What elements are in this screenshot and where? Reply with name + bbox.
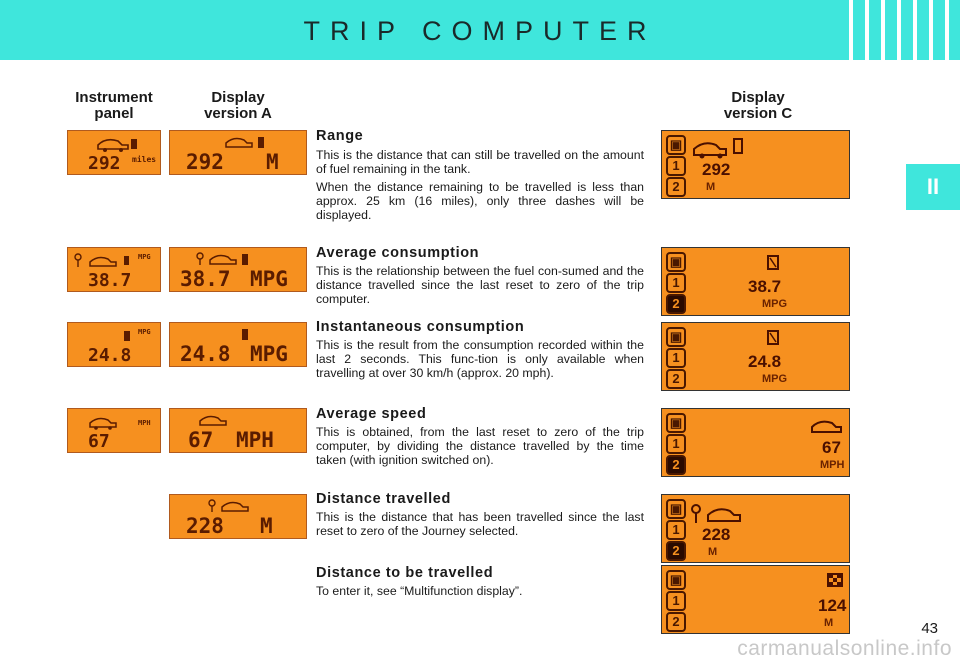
display-c-distance-to-be-travelled-value: 124: [818, 596, 847, 615]
display-c-lcd-average-consumption: [661, 247, 850, 316]
car-gear-icon: ▣: [666, 252, 686, 272]
display-c-distance-travelled-value: 228: [702, 525, 731, 544]
page-number: 43: [921, 620, 938, 637]
instrument-lcd-range: [67, 130, 161, 175]
section-body-range: [316, 148, 644, 226]
display-c-lcd-instantaneous-consumption: [661, 322, 850, 391]
display-c-lcd-average-speed: [661, 408, 850, 477]
instrument-average-speed-value: 67: [88, 431, 110, 452]
display-c-average-speed-value: 67: [822, 438, 841, 457]
display-c-average-consumption-unit: MPG: [762, 298, 788, 310]
display-c-instantaneous-consumption-value: 24.8: [748, 352, 782, 371]
instrument-average-consumption-value: 38.7: [88, 270, 132, 291]
gear-1-indicator: 1: [666, 273, 686, 293]
display-a-range-unit: M: [266, 150, 279, 174]
gear-2-indicator-active: 2: [666, 455, 686, 475]
column-heading-display-a: Display version A: [204, 89, 272, 122]
display-a-lcd-range: [169, 130, 307, 175]
car-gear-icon: ▣: [666, 570, 686, 590]
instrument-range-value: 292: [88, 153, 121, 174]
display-a-distance-travelled-value: 228: [186, 514, 224, 538]
display-a-range-value: 292: [186, 150, 224, 174]
gear-1-indicator: 1: [666, 591, 686, 611]
car-icon: [68, 409, 161, 453]
section-title-average-speed: Average speed: [316, 406, 427, 422]
section-body-distance-travelled: [316, 510, 644, 542]
key-car-icon: [662, 495, 850, 563]
display-a-average-speed-value: 67: [188, 428, 214, 452]
instrument-average-consumption-unit: MPG: [138, 253, 151, 261]
paragraph: This is the distance that can still be travelled on the amount of fuel remaining in the tank.: [316, 148, 644, 176]
chapter-tab: II: [906, 164, 960, 210]
display-a-lcd-distance-travelled: [169, 494, 307, 539]
paragraph: This is the result from the consumption recorded within the last 2 seconds. This func-tion is only available when travelling at over 30 km/h (approx. 20 mph).: [316, 338, 644, 380]
section-title-distance-travelled: Distance travelled: [316, 491, 451, 507]
paragraph: To enter it, see “Multifunction display”.: [316, 584, 523, 598]
car-gear-icon: ▣: [666, 499, 686, 519]
display-a-average-consumption-value: 38.7: [180, 267, 231, 291]
instrument-lcd-average-speed: [67, 408, 161, 453]
instrument-range-unit: miles: [132, 155, 157, 164]
display-c-lcd-distance-to-be-travelled: [661, 565, 850, 634]
display-c-lcd-range: [661, 130, 850, 199]
column-heading-display-c: Display version C: [723, 89, 793, 122]
paragraph: When the distance remaining to be travelled is less than approx. 25 km (16 miles), only three dashes will be displayed.: [316, 180, 644, 222]
instrument-instantaneous-consumption-unit: MPG: [138, 328, 151, 336]
gear-2-indicator: 2: [666, 369, 686, 389]
gear-1-indicator: 1: [666, 520, 686, 540]
gear-2-indicator-active: 2: [666, 541, 686, 561]
display-c-distance-to-be-travelled-unit: M: [824, 617, 834, 629]
header-bar: [0, 0, 960, 60]
section-body-distance-to-be-travelled: [316, 584, 644, 602]
column-heading-instrument-panel: Instrument panel: [75, 89, 153, 122]
display-c-average-consumption-value: 38.7: [748, 277, 782, 296]
gear-2-indicator-active: 2: [666, 294, 686, 314]
paragraph: This is obtained, from the last reset to zero of the trip computer, by dividing the distance travelled by the time taken (with ignition switched on).: [316, 425, 644, 467]
car-gear-icon: ▣: [666, 413, 686, 433]
display-a-lcd-average-speed: [169, 408, 307, 453]
page-title: TRIP COMPUTER: [303, 16, 657, 46]
gear-1-indicator: 1: [666, 434, 686, 454]
display-a-instantaneous-consumption-value: 24.8: [180, 342, 231, 366]
section-body-average-speed: [316, 425, 644, 471]
display-a-average-speed-unit: MPH: [236, 428, 274, 452]
instrument-lcd-instantaneous-consumption: [67, 322, 161, 367]
car-fuel-pump-icon: [662, 131, 850, 199]
display-a-lcd-average-consumption: [169, 247, 307, 292]
display-a-distance-travelled-unit: M: [260, 514, 273, 538]
display-c-range-unit: M: [706, 181, 716, 193]
instrument-average-speed-unit: MPH: [138, 419, 151, 427]
section-title-average-consumption: Average consumption: [316, 245, 480, 261]
watermark: carmanualsonline.info: [737, 637, 952, 660]
display-c-average-speed-unit: MPH: [820, 459, 845, 471]
car-gear-icon: ▣: [666, 327, 686, 347]
car-gear-icon: ▣: [666, 135, 686, 155]
display-c-range-value: 292: [702, 160, 731, 179]
paragraph: This is the distance that has been travelled since the last reset to zero of the Journey selected.: [316, 510, 644, 538]
display-c-instantaneous-consumption-unit: MPG: [762, 373, 788, 385]
header-stripes: [845, 0, 960, 60]
section-title-range: Range: [316, 128, 364, 144]
paragraph: This is the relationship between the fuel con-sumed and the distance travelled since the last reset to zero of the trip computer.: [316, 264, 644, 306]
section-body-average-consumption: [316, 264, 644, 310]
display-c-distance-travelled-unit: M: [708, 546, 718, 558]
display-a-average-consumption-unit: MPG: [250, 267, 288, 291]
gear-2-indicator: 2: [666, 177, 686, 197]
display-c-lcd-distance-travelled: [661, 494, 850, 563]
instrument-lcd-average-consumption: [67, 247, 161, 292]
section-body-instantaneous-consumption: [316, 338, 644, 384]
section-title-instantaneous-consumption: Instantaneous consumption: [316, 319, 525, 335]
display-a-lcd-instantaneous-consumption: [169, 322, 307, 367]
gear-2-indicator: 2: [666, 612, 686, 632]
instrument-instantaneous-consumption-value: 24.8: [88, 345, 132, 366]
section-title-distance-to-be-travelled: Distance to be travelled: [316, 565, 494, 581]
display-a-instantaneous-consumption-unit: MPG: [250, 342, 288, 366]
gear-1-indicator: 1: [666, 156, 686, 176]
gear-1-indicator: 1: [666, 348, 686, 368]
